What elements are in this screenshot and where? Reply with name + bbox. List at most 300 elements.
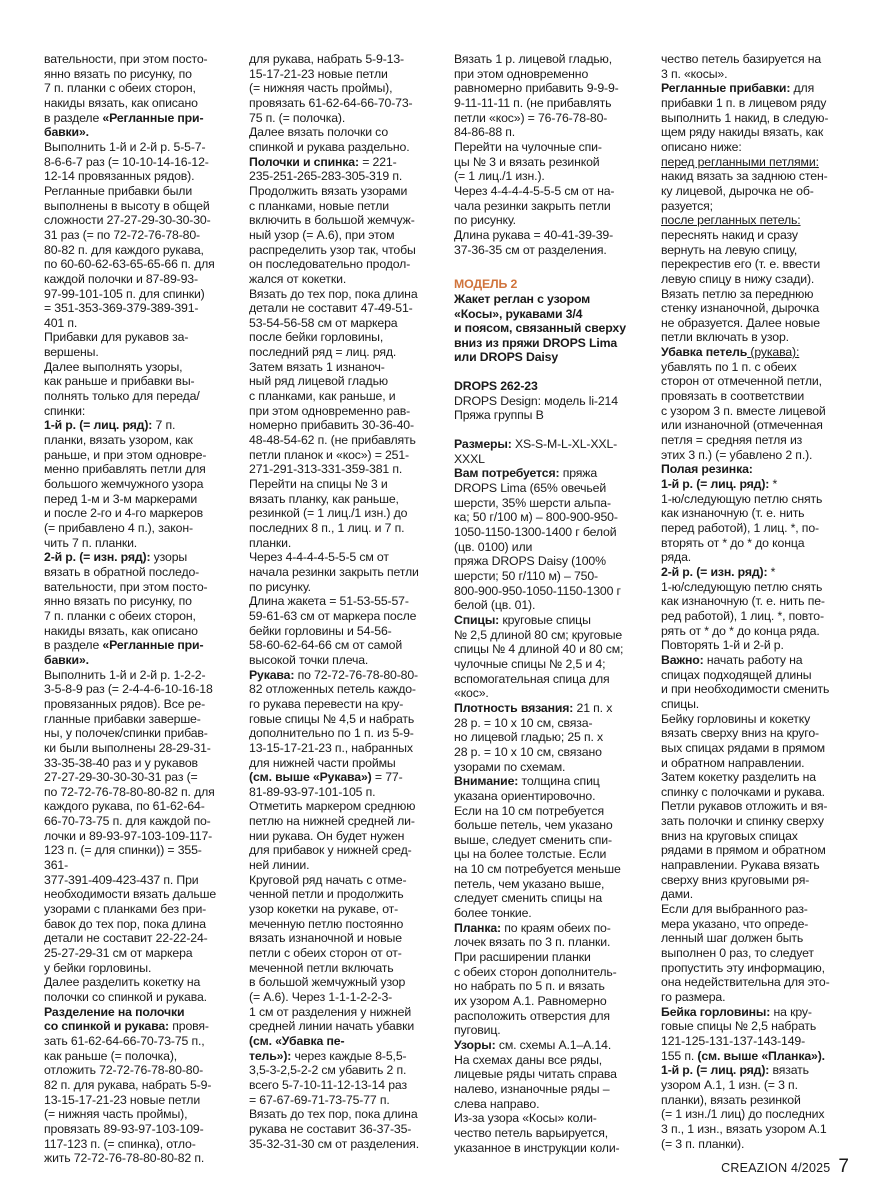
line-text: 37-36-35 см от разделения. bbox=[454, 242, 607, 257]
text-line bbox=[454, 155, 644, 170]
line-text: 66-70-73-75 п. для каждой по- bbox=[44, 814, 211, 829]
line-text: петли «кос») = 76-76-78-80- bbox=[454, 110, 608, 125]
line-text: на 10 см потребуется меньше bbox=[454, 862, 621, 877]
line-text: лицевые ряды читать справа bbox=[454, 1067, 617, 1082]
line-bold: (см. выше «Рукава») bbox=[249, 770, 372, 785]
text-line bbox=[661, 712, 851, 727]
line-text: петля = средняя петля из bbox=[661, 433, 803, 448]
text-line bbox=[249, 741, 429, 756]
text-line bbox=[454, 584, 644, 599]
line-text: планки, вязать узором, как bbox=[44, 433, 193, 448]
line-text: пряжа DROPS Daisy (100% bbox=[454, 554, 606, 569]
text-line bbox=[249, 272, 429, 287]
text-line bbox=[661, 67, 851, 82]
line-bold: 2-й р. (= изн. ряд): bbox=[44, 550, 151, 565]
text-line bbox=[661, 96, 851, 111]
text-line bbox=[661, 228, 851, 243]
line-text: (= 1 изн./1 лиц) до последних bbox=[661, 1107, 825, 1122]
line-text: бейки горловины и 54-56- bbox=[249, 623, 392, 638]
text-line bbox=[44, 594, 224, 609]
line-text: 7 п. планки с обеих сторон, bbox=[44, 81, 196, 96]
line-text: вниз на круговых спицах bbox=[661, 828, 798, 843]
text-line bbox=[44, 990, 224, 1005]
line-text: спинку с полочками и рукава. bbox=[661, 784, 825, 799]
text-line bbox=[661, 946, 851, 961]
text-line bbox=[661, 111, 851, 126]
text-line bbox=[454, 199, 644, 214]
line-text: накид вязать за заднюю стен- bbox=[661, 169, 828, 184]
line-text: * bbox=[767, 564, 776, 579]
line-text: Перейти на чулочные спи- bbox=[454, 139, 602, 154]
text-line bbox=[454, 481, 644, 496]
line-text: планки), вязать резинкой bbox=[661, 1092, 801, 1107]
line-text: включить в большой жемчуж- bbox=[249, 213, 415, 228]
text-line bbox=[44, 1107, 224, 1122]
line-text: при этом одновременно рав- bbox=[249, 403, 411, 418]
line-text: 21 п. х bbox=[573, 700, 613, 715]
line-text: щем ряду накиды вязать, как bbox=[661, 125, 824, 140]
text-line bbox=[44, 140, 224, 155]
text-line bbox=[661, 301, 851, 316]
text-line bbox=[454, 569, 644, 584]
line-text: го рукава перевести на кру- bbox=[249, 696, 404, 711]
text-line bbox=[249, 697, 429, 712]
line-text: Повторять 1-й и 2-й р. bbox=[661, 638, 784, 653]
line-text: 3 п. «косы». bbox=[661, 66, 728, 81]
line-text: провязать в соответствии bbox=[661, 389, 805, 404]
text-line bbox=[454, 847, 644, 862]
text-line bbox=[249, 624, 429, 639]
line-text: Вязать 1 р. лицевой гладью, bbox=[454, 52, 613, 66]
line-text: с обеих сторон дополнитель- bbox=[454, 964, 617, 979]
line-text: 1-ю/следующую петлю снять bbox=[661, 491, 823, 506]
line-text: сторон от отмеченной петли, bbox=[661, 374, 822, 389]
text-line bbox=[454, 1067, 644, 1082]
text-line bbox=[454, 716, 644, 731]
line-text: с узором 3 п. вместе лицевой bbox=[661, 403, 826, 418]
text-line bbox=[249, 243, 429, 258]
text-line bbox=[249, 565, 429, 580]
text-line bbox=[454, 1023, 644, 1038]
line-text: и после 2-го и 4-го маркеров bbox=[44, 506, 203, 521]
line-text: отложить 72-72-76-78-80-80- bbox=[44, 1063, 204, 1078]
line-text: вторять от * до * до конца bbox=[661, 535, 805, 550]
text-line bbox=[249, 81, 429, 96]
line-text: 155 п. bbox=[661, 1048, 698, 1063]
line-text: ный ряд лицевой гладью bbox=[249, 374, 388, 389]
text-line bbox=[44, 653, 224, 668]
line-text: нии рукава. Он будет нужен bbox=[249, 828, 405, 843]
text-line bbox=[454, 891, 644, 906]
text-line bbox=[44, 213, 224, 228]
text-line bbox=[44, 257, 224, 272]
text-line bbox=[454, 701, 644, 716]
text-line bbox=[44, 477, 224, 492]
line-text: № 2,5 длиной 80 см; круговые bbox=[454, 627, 623, 642]
text-line bbox=[661, 726, 851, 741]
line-text: ку лицевой, дырочка не об- bbox=[661, 183, 814, 198]
line-text: Вязать петлю за переднюю bbox=[661, 286, 814, 301]
text-line bbox=[44, 287, 224, 302]
text-line bbox=[454, 979, 644, 994]
text-line bbox=[249, 770, 429, 785]
line-text: ряда. bbox=[661, 550, 692, 565]
text-line bbox=[44, 697, 224, 712]
text-line bbox=[249, 111, 429, 126]
line-text: прибавки 1 п. в лицевом ряду bbox=[661, 95, 827, 110]
text-line bbox=[661, 917, 851, 932]
text-line bbox=[454, 613, 644, 628]
line-text: узоры bbox=[150, 550, 188, 565]
line-text: 33-35-38-40 раз и у рукавов bbox=[44, 755, 198, 770]
text-line bbox=[44, 81, 224, 96]
text-line bbox=[454, 243, 644, 258]
line-text: Если на 10 см потребуется bbox=[454, 803, 604, 818]
line-bold: 2-й р. (= изн. ряд): bbox=[661, 564, 768, 579]
text-line bbox=[44, 843, 224, 872]
paragraph-gap bbox=[454, 365, 644, 379]
line-text: левую спицу в нижу сзади). bbox=[661, 271, 815, 286]
text-line bbox=[454, 96, 644, 111]
text-line bbox=[661, 624, 851, 639]
line-text: номерно прибавить 30-36-40- bbox=[249, 418, 414, 433]
text-line bbox=[249, 682, 429, 697]
line-text: шерсти; 50 г/110 м) – 750- bbox=[454, 569, 598, 583]
text-line bbox=[454, 686, 644, 701]
text-line bbox=[661, 448, 851, 463]
text-line bbox=[454, 994, 644, 1009]
text-line bbox=[661, 287, 851, 302]
line-text: лочки и 89-93-97-103-109-117- bbox=[44, 828, 213, 843]
text-line bbox=[454, 510, 644, 525]
line-text: накиды вязать, как описано bbox=[44, 95, 198, 110]
line-bold: Рукава: bbox=[249, 667, 295, 682]
line-text: Если для выбранного раз- bbox=[661, 902, 808, 917]
text-line bbox=[44, 814, 224, 829]
line-text: ленный шаг должен быть bbox=[661, 931, 804, 946]
line-text: детали не составит 22-22-24- bbox=[44, 931, 208, 946]
line-text: каждой полочки и 87-89-93- bbox=[44, 271, 198, 286]
text-line bbox=[44, 184, 224, 199]
line-text: Круговой ряд начать с отме- bbox=[249, 872, 407, 887]
text-column-2 bbox=[249, 52, 429, 1151]
line-text: перекрестив его (т. е. ввести bbox=[661, 257, 821, 272]
line-text: для bbox=[790, 81, 815, 96]
text-line bbox=[44, 1019, 224, 1034]
line-bold: Плотность вязания: bbox=[454, 700, 574, 715]
text-line bbox=[661, 858, 851, 873]
line-text: всего 5-7-10-11-12-13-14 раз bbox=[249, 1077, 407, 1092]
text-line bbox=[249, 448, 429, 463]
text-line bbox=[454, 184, 644, 199]
text-line bbox=[249, 287, 429, 302]
line-text: не образуется. Далее новые bbox=[661, 315, 820, 330]
text-line bbox=[249, 345, 429, 360]
line-text: дополнительно по 1 п. из 5-9- bbox=[249, 726, 414, 741]
text-line bbox=[661, 931, 851, 946]
line-text: при этом одновременно bbox=[454, 66, 589, 81]
line-text: выполнены в высоту в общей bbox=[44, 198, 210, 213]
text-line bbox=[44, 1034, 224, 1049]
text-line bbox=[44, 799, 224, 814]
text-line bbox=[44, 448, 224, 463]
line-text: вернуть на левую спицу, bbox=[661, 242, 798, 257]
line-text: ченной петли и продолжить bbox=[249, 887, 404, 902]
line-bold: Регланные прибавки: bbox=[661, 81, 791, 96]
text-line bbox=[454, 350, 644, 365]
line-text: цы № 3 и вязать резинкой bbox=[454, 154, 600, 169]
line-text: сложности 27-27-29-30-30-30- bbox=[44, 213, 211, 228]
text-line bbox=[661, 1122, 851, 1137]
line-text: Затем кокетку разделить на bbox=[661, 770, 816, 785]
text-line bbox=[249, 257, 429, 272]
text-line bbox=[44, 1093, 224, 1108]
text-line bbox=[661, 843, 851, 858]
text-line bbox=[661, 389, 851, 404]
text-line bbox=[44, 52, 224, 67]
line-text: 97-99-101-105 п. для спинки) bbox=[44, 286, 205, 301]
line-text: больше петель, чем указано bbox=[454, 818, 613, 833]
line-text: Петли рукавов отложить и вя- bbox=[661, 799, 828, 814]
text-line bbox=[661, 360, 851, 375]
line-text: говые спицы № 2,5 набрать bbox=[661, 1019, 817, 1034]
line-bold: Разделение на полочки bbox=[44, 1004, 185, 1019]
text-line bbox=[44, 887, 224, 902]
line-text: спицы № 4 длиной 40 и 80 см; bbox=[454, 642, 624, 657]
text-line bbox=[44, 169, 224, 184]
line-bold: DROPS 262-23 bbox=[454, 379, 538, 394]
text-line bbox=[661, 169, 851, 184]
text-line bbox=[249, 1078, 429, 1093]
text-line bbox=[249, 1122, 429, 1137]
line-text: вязать изнаночной и новые bbox=[249, 931, 402, 946]
text-line bbox=[661, 975, 851, 990]
line-text: петли включать в узор. bbox=[661, 330, 789, 345]
line-text: чала резинки закрыть петли bbox=[454, 198, 611, 213]
text-line bbox=[454, 1053, 644, 1068]
text-line bbox=[661, 1005, 851, 1020]
line-text: 271-291-313-331-359-381 п. bbox=[249, 462, 403, 477]
line-text: Длина рукава = 40-41-39-39- bbox=[454, 227, 614, 242]
text-line bbox=[44, 1063, 224, 1078]
text-line bbox=[661, 477, 851, 492]
text-line bbox=[661, 1034, 851, 1049]
line-text: 3-5-8-9 раз (= 2-4-4-6-10-16-18 bbox=[44, 682, 213, 697]
paragraph-gap bbox=[454, 257, 644, 271]
text-line bbox=[44, 330, 224, 345]
text-line bbox=[249, 858, 429, 873]
text-line bbox=[249, 712, 429, 727]
text-line bbox=[454, 321, 644, 336]
line-text: раньше, и при этом одновре- bbox=[44, 447, 207, 462]
text-line bbox=[661, 536, 851, 551]
text-line bbox=[661, 330, 851, 345]
line-text: янно вязать по рисунку, по bbox=[44, 66, 192, 81]
text-line bbox=[44, 316, 224, 331]
text-line bbox=[44, 404, 224, 419]
line-text: 82 отложенных петель каждо- bbox=[249, 682, 416, 697]
line-text: по краям обеих по- bbox=[500, 920, 611, 935]
model-heading: МОДЕЛЬ 2 bbox=[454, 277, 518, 292]
line-text: 75 п. (= полочка). bbox=[249, 110, 346, 125]
line-text: чество петель базируется на bbox=[661, 52, 822, 66]
text-line bbox=[454, 598, 644, 613]
text-line bbox=[249, 389, 429, 404]
text-line bbox=[249, 609, 429, 624]
text-line bbox=[661, 638, 851, 653]
text-line bbox=[454, 760, 644, 775]
line-text: начала резинки закрыть петли bbox=[249, 564, 419, 579]
text-line bbox=[661, 462, 851, 477]
text-line bbox=[44, 1137, 224, 1152]
text-line bbox=[454, 730, 644, 745]
line-text: петлю на нижней средней ли- bbox=[249, 814, 415, 829]
line-text: Вязать до тех пор, пока длина bbox=[249, 286, 418, 301]
text-line bbox=[454, 466, 644, 481]
line-text: с планками, новые петли bbox=[249, 198, 389, 213]
text-line bbox=[454, 52, 644, 67]
line-text: петель, чем указано выше, bbox=[454, 876, 605, 891]
line-text: вязать bbox=[769, 1063, 809, 1078]
text-line bbox=[44, 726, 224, 741]
text-line bbox=[44, 536, 224, 551]
text-line bbox=[454, 67, 644, 82]
line-text: петли с обеих сторон от от- bbox=[249, 946, 402, 961]
text-line bbox=[249, 462, 429, 477]
text-line bbox=[661, 433, 851, 448]
text-line bbox=[249, 477, 429, 492]
line-text: цы на более толстые. Если bbox=[454, 847, 607, 862]
line-text: менно прибавлять петли для bbox=[44, 462, 206, 477]
text-line bbox=[454, 307, 644, 322]
line-text: Далее выполнять узоры, bbox=[44, 359, 183, 374]
text-line bbox=[249, 843, 429, 858]
line-text: как изнаночную (т. е. нить bbox=[661, 506, 805, 521]
text-line bbox=[454, 394, 644, 409]
line-text: детали не составит 47-49-51- bbox=[249, 301, 413, 316]
line-text: 28 р. = 10 х 10 см, связа- bbox=[454, 715, 593, 730]
text-line bbox=[661, 653, 851, 668]
line-text: в разделе bbox=[44, 638, 103, 653]
line-text: как изнаночную (т. е. нить пе- bbox=[661, 594, 825, 609]
text-line bbox=[454, 140, 644, 155]
text-line bbox=[249, 301, 429, 316]
line-text: 800-900-950-1050-1150-1300 г bbox=[454, 583, 621, 598]
line-text: указанное в инструкции коли- bbox=[454, 1140, 620, 1155]
line-text: узором А.1, 1 изн. (= 3 п. bbox=[661, 1077, 798, 1092]
text-column-4 bbox=[661, 52, 851, 1151]
line-text: (= нижняя часть проймы), bbox=[44, 1107, 188, 1122]
line-text: вершены. bbox=[44, 345, 99, 360]
text-line bbox=[661, 1078, 851, 1093]
line-text: Отметить маркером среднюю bbox=[249, 799, 416, 814]
line-text: высокой точки плеча. bbox=[249, 652, 369, 667]
line-text: выше, следует сменить спи- bbox=[454, 832, 612, 847]
text-line bbox=[661, 418, 851, 433]
line-bold: Жакет реглан с узором bbox=[454, 291, 591, 306]
text-line bbox=[454, 540, 644, 555]
text-line bbox=[661, 1019, 851, 1034]
line-bold: Узоры: bbox=[454, 1038, 496, 1052]
line-text: по 72-72-76-78-80-80- bbox=[294, 667, 418, 682]
text-line bbox=[661, 697, 851, 712]
line-text: (= нижняя часть проймы), bbox=[249, 81, 393, 96]
text-line bbox=[454, 906, 644, 921]
text-line bbox=[44, 902, 224, 917]
text-line bbox=[249, 1137, 429, 1152]
line-text: с планками, как раньше, и bbox=[249, 389, 396, 404]
line-text: он последовательно продол- bbox=[249, 257, 411, 272]
text-line bbox=[44, 873, 224, 888]
line-text: спинкой и рукава раздельно. bbox=[249, 139, 410, 154]
line-underlined: перед регланными петлями: bbox=[661, 154, 819, 169]
text-line bbox=[454, 818, 644, 833]
text-line bbox=[454, 833, 644, 848]
text-line bbox=[44, 668, 224, 683]
text-line bbox=[249, 155, 429, 170]
line-text: ный узор (= А.6), при этом bbox=[249, 227, 395, 242]
line-bold: Размеры: bbox=[454, 437, 512, 452]
text-line bbox=[249, 1107, 429, 1122]
text-line bbox=[454, 628, 644, 643]
line-bold: Вам потребуется: bbox=[454, 466, 560, 481]
text-line bbox=[661, 785, 851, 800]
text-line bbox=[44, 125, 224, 140]
text-line bbox=[249, 580, 429, 595]
line-text: = 221- bbox=[358, 154, 397, 169]
text-line bbox=[249, 199, 429, 214]
line-bold: бавки». bbox=[44, 652, 89, 667]
line-text: Далее разделить кокетку на bbox=[44, 975, 201, 990]
text-line bbox=[249, 330, 429, 345]
text-line bbox=[44, 624, 224, 639]
text-line bbox=[249, 1063, 429, 1078]
text-line bbox=[661, 990, 851, 1005]
line-text: следует сменить спицы на bbox=[454, 891, 603, 906]
line-text: она недействительна для это- bbox=[661, 975, 830, 990]
text-line bbox=[454, 81, 644, 96]
text-line bbox=[249, 594, 429, 609]
line-text: 401 п. bbox=[44, 315, 78, 330]
line-text: DROPS Lima (65% овечьей bbox=[454, 481, 607, 496]
line-bold: бавки». bbox=[44, 125, 89, 140]
line-text: дами. bbox=[661, 887, 694, 902]
line-underlined: (рукава): bbox=[747, 345, 800, 360]
line-text: более тонкие. bbox=[454, 906, 532, 921]
line-text: провя- bbox=[169, 1019, 209, 1034]
line-text: провязать 61-62-64-66-70-73- bbox=[249, 95, 413, 110]
text-line bbox=[661, 404, 851, 419]
line-text: жить 72-72-76-78-80-80-82 п. bbox=[44, 1151, 205, 1166]
text-line bbox=[454, 228, 644, 243]
line-text: = 77- bbox=[371, 770, 403, 785]
line-text: 377-391-409-423-437 п. При bbox=[44, 872, 199, 887]
line-text: средней линии начать убавки bbox=[249, 1019, 415, 1034]
text-line bbox=[661, 550, 851, 565]
text-line bbox=[661, 506, 851, 521]
line-text: Затем вязать 1 изнаноч- bbox=[249, 359, 385, 374]
line-text: спицы. bbox=[661, 696, 700, 711]
line-text: ней линии. bbox=[249, 858, 310, 873]
text-line bbox=[454, 804, 644, 819]
text-line bbox=[44, 580, 224, 595]
text-line bbox=[661, 184, 851, 199]
text-line bbox=[661, 594, 851, 609]
text-line bbox=[454, 672, 644, 687]
line-text: 3 п., 1 изн., вязать узором А.1 bbox=[661, 1121, 827, 1136]
text-line bbox=[44, 1049, 224, 1064]
text-line bbox=[661, 756, 851, 771]
